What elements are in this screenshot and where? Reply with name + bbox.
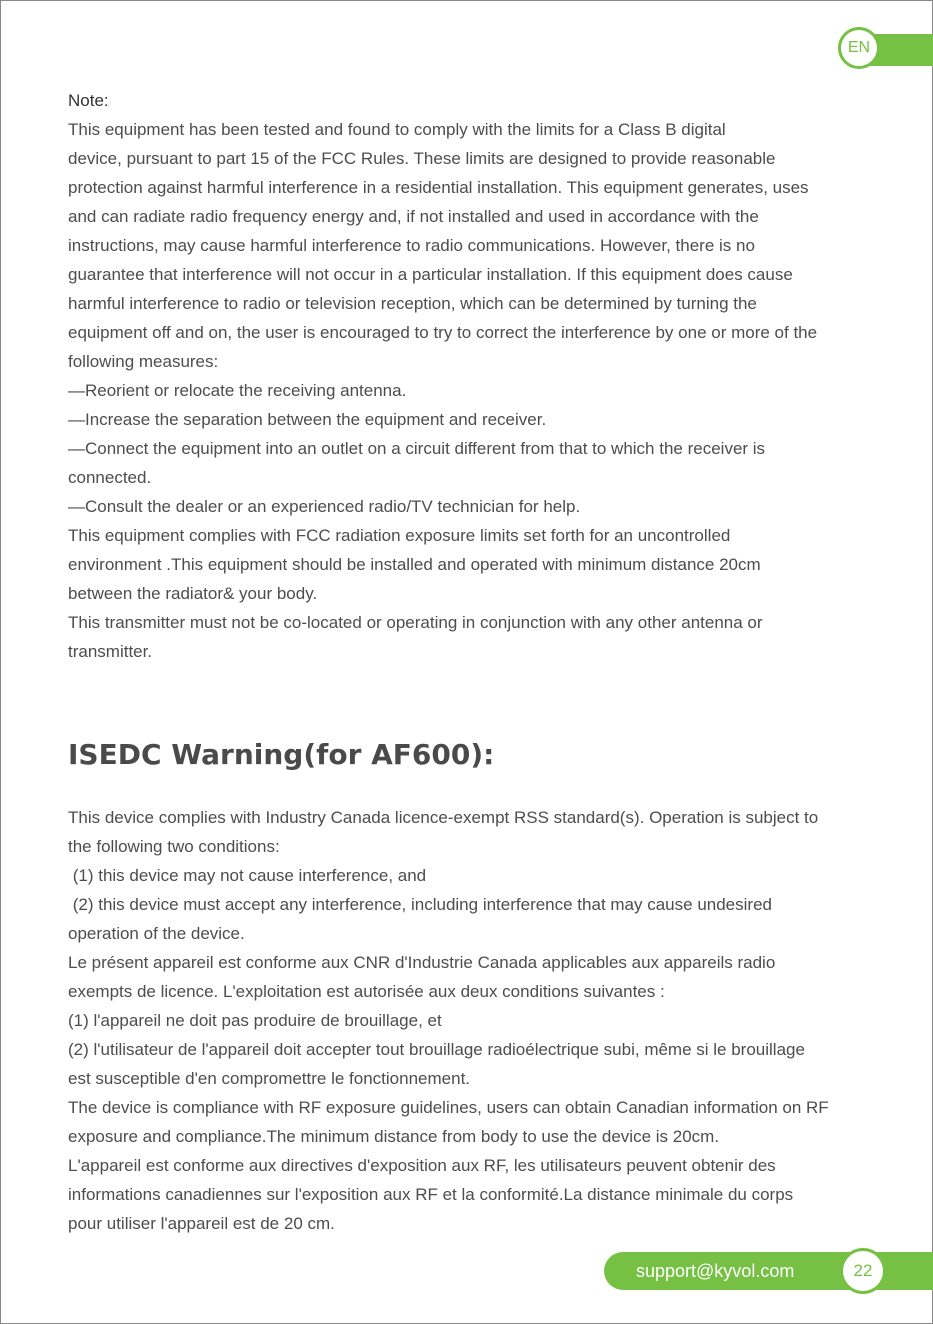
measure-item: —Connect the equipment into an outlet on a circuit different from that to which the receiver is xyxy=(68,439,766,458)
isedc-line: (1) this device may not cause interference, and xyxy=(68,866,427,885)
measure-item: —Consult the dealer or an experienced radio/TV technician for help. xyxy=(68,497,581,516)
isedc-line: The device is compliance with RF exposure guidelines, users can obtain Canadian information on RF xyxy=(68,1098,829,1117)
note-line: environment .This equipment should be installed and operated with minimum distance 20cm xyxy=(68,555,761,574)
measure-item: connected. xyxy=(68,468,152,487)
isedc-line: exempts de licence. L'exploitation est autorisée aux deux conditions suivantes : xyxy=(68,982,665,1001)
note-line: guarantee that interference will not occur in a particular installation. If this equipment does cause xyxy=(68,265,793,284)
note-body xyxy=(68,115,868,666)
note-line: between the radiator& your body. xyxy=(68,584,318,603)
isedc-line: L'appareil est conforme aux directives d'exposition aux RF, les utilisateurs peuvent obtenir des xyxy=(68,1156,776,1175)
note-line: protection against harmful interference in a residential installation. This equipment generates, uses xyxy=(68,178,809,197)
note-line: and can radiate radio frequency energy and, if not installed and used in accordance with the xyxy=(68,207,759,226)
support-email-link[interactable]: support@kyvol.com xyxy=(636,1261,795,1281)
isedc-line: Le présent appareil est conforme aux CNR d'Industrie Canada applicables aux appareils radio xyxy=(68,953,776,972)
isedc-title: ISEDC Warning(for AF600): xyxy=(68,738,495,771)
isedc-body xyxy=(68,803,888,1238)
note-line: device, pursuant to part 15 of the FCC Rules. These limits are designed to provide reasonable xyxy=(68,149,776,168)
note-line: instructions, may cause harmful interference to radio communications. However, there is no xyxy=(68,236,755,255)
language-badge[interactable]: EN xyxy=(838,27,880,69)
isedc-line: informations canadiennes sur l'exposition aux RF et la conformité.La distance minimale du corps xyxy=(68,1185,794,1204)
fcc-note-section xyxy=(68,86,868,666)
note-title: Note: xyxy=(68,91,109,110)
isedc-line: This device complies with Industry Canada licence-exempt RSS standard(s). Operation is subject to xyxy=(68,808,819,827)
isedc-line: est susceptible d'en compromettre le fonctionnement. xyxy=(68,1069,471,1088)
isedc-line: (2) l'utilisateur de l'appareil doit accepter tout brouillage radioélectrique subi, même si le brouillage xyxy=(68,1040,805,1059)
note-line: following measures: xyxy=(68,352,219,371)
page-number-badge: 22 xyxy=(840,1248,886,1294)
isedc-line: operation of the device. xyxy=(68,924,245,943)
measure-item: —Increase the separation between the equipment and receiver. xyxy=(68,410,547,429)
measure-item: —Reorient or relocate the receiving antenna. xyxy=(68,381,407,400)
isedc-warning-section xyxy=(68,735,888,1238)
note-line: harmful interference to radio or television reception, which can be determined by turning the xyxy=(68,294,757,313)
note-line: This equipment complies with FCC radiation exposure limits set forth for an uncontrolled xyxy=(68,526,731,545)
note-line: This equipment has been tested and found to comply with the limits for a Class B digital xyxy=(68,120,726,139)
isedc-line: the following two conditions: xyxy=(68,837,280,856)
isedc-line: exposure and compliance.The minimum distance from body to use the device is 20cm. xyxy=(68,1127,720,1146)
isedc-line: (1) l'appareil ne doit pas produire de brouillage, et xyxy=(68,1011,442,1030)
isedc-line: (2) this device must accept any interference, including interference that may cause undesired xyxy=(68,895,772,914)
note-line: transmitter. xyxy=(68,642,153,661)
isedc-line: pour utiliser l'appareil est de 20 cm. xyxy=(68,1214,335,1233)
note-line: equipment off and on, the user is encouraged to try to correct the interference by one or more of the xyxy=(68,323,818,342)
note-line: This transmitter must not be co-located or operating in conjunction with any other antenna or xyxy=(68,613,763,632)
